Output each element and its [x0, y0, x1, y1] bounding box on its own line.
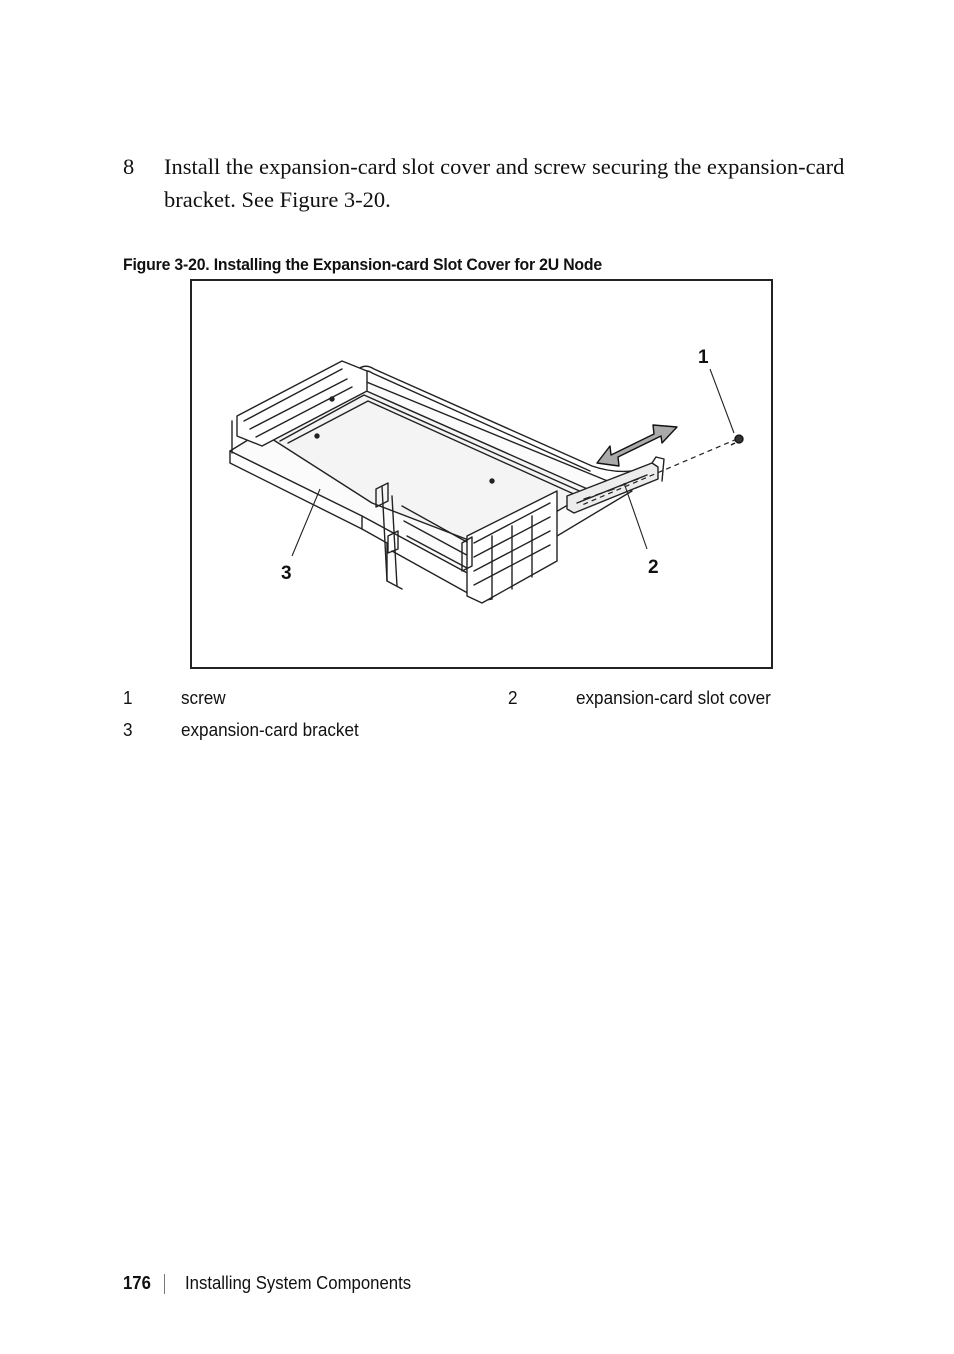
callout-3: 3: [281, 563, 292, 584]
legend-number-1: 1: [123, 688, 133, 708]
legend-label-2: expansion-card slot cover: [576, 688, 771, 708]
legend-label-1: screw: [181, 688, 226, 708]
footer-divider: [164, 1274, 165, 1294]
legend-number-3: 3: [123, 720, 133, 740]
figure-caption: Figure 3-20. Installing the Expansion-card Slot Cover for 2U Node: [123, 255, 602, 274]
callout-2: 2: [648, 557, 659, 578]
step-number: 8: [123, 154, 135, 179]
legend-label-3: expansion-card bracket: [181, 720, 359, 740]
double-arrow: [597, 425, 677, 466]
legend-number-2: 2: [508, 688, 518, 708]
callout-1: 1: [698, 347, 709, 368]
page-number: 176: [123, 1273, 151, 1293]
footer-section-title: Installing System Components: [185, 1273, 412, 1293]
screw: [731, 435, 743, 445]
figure-illustration: [190, 279, 773, 669]
expansion-card-riser-drawing: [192, 281, 771, 667]
step-text: Install the expansion-card slot cover and screw securing the expansion-card bracket. See Figure 3-20.: [164, 154, 845, 212]
